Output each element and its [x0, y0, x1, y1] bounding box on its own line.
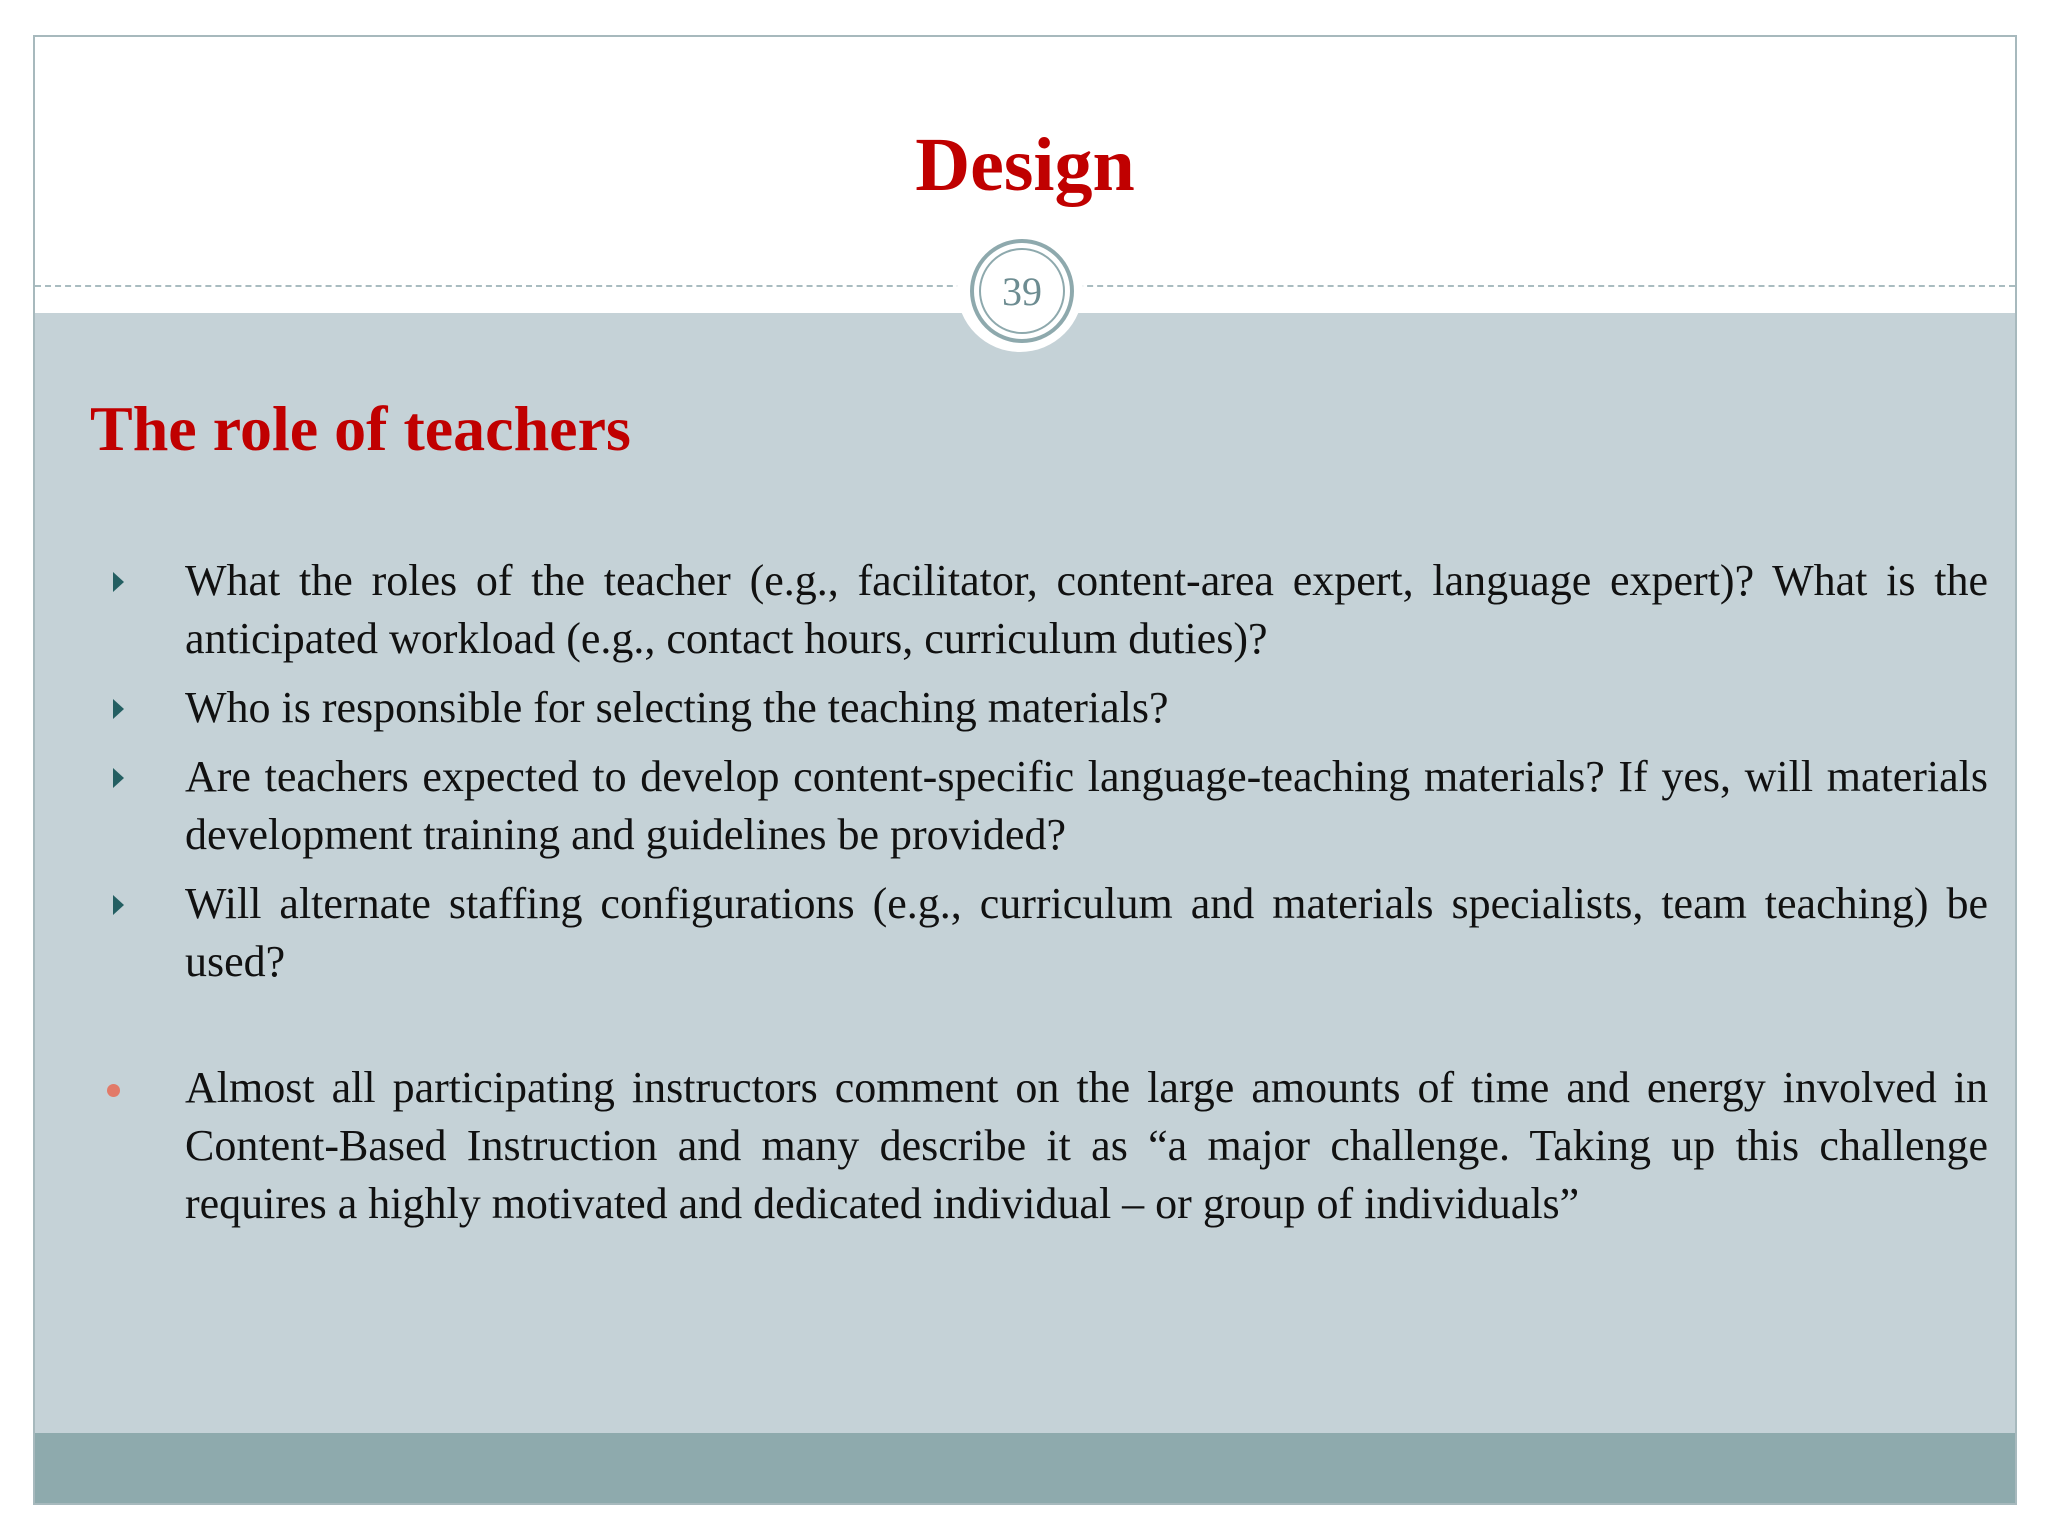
page-number-ring — [970, 239, 1074, 343]
bullet-item — [98, 748, 1988, 864]
dot-bullet-icon — [98, 1059, 138, 1117]
arrow-bullet-icon — [98, 679, 138, 737]
bullet-text: Will alternate staffing configurations (e.g., curriculum and materials specialists, team teaching) be used? — [185, 879, 1988, 986]
bullet-list — [98, 552, 1988, 1244]
bullet-item — [98, 1059, 1988, 1233]
footer-band — [35, 1433, 2015, 1503]
slide-title: Design — [915, 123, 1135, 207]
page-number: 39 — [1002, 268, 1042, 314]
slide — [33, 35, 2017, 1505]
bullet-text: Almost all participating instructors comment on the large amounts of time and energy involved in Content-Based Instruction and many describe it as “a major challenge. Taking up this challenge requires a highly motivated and dedicated individual – or group of individuals” — [185, 1063, 1988, 1228]
bullet-item — [98, 679, 1988, 737]
bullet-item — [98, 552, 1988, 668]
arrow-bullet-icon — [98, 552, 138, 610]
bullet-text: What the roles of the teacher (e.g., facilitator, content-area expert, language expert)? What is the anticipated workload (e.g., contact hours, curriculum duties)? — [185, 556, 1988, 663]
arrow-bullet-icon — [98, 748, 138, 806]
bullet-text: Are teachers expected to develop content-specific language-teaching materials? If yes, will materials development training and guidelines be provided? — [185, 752, 1988, 859]
page-number-badge — [957, 226, 1083, 352]
bullet-text: Who is responsible for selecting the teaching materials? — [185, 683, 1169, 732]
bullet-item — [98, 875, 1988, 991]
section-heading: The role of teachers — [90, 393, 631, 464]
arrow-bullet-icon — [98, 875, 138, 933]
